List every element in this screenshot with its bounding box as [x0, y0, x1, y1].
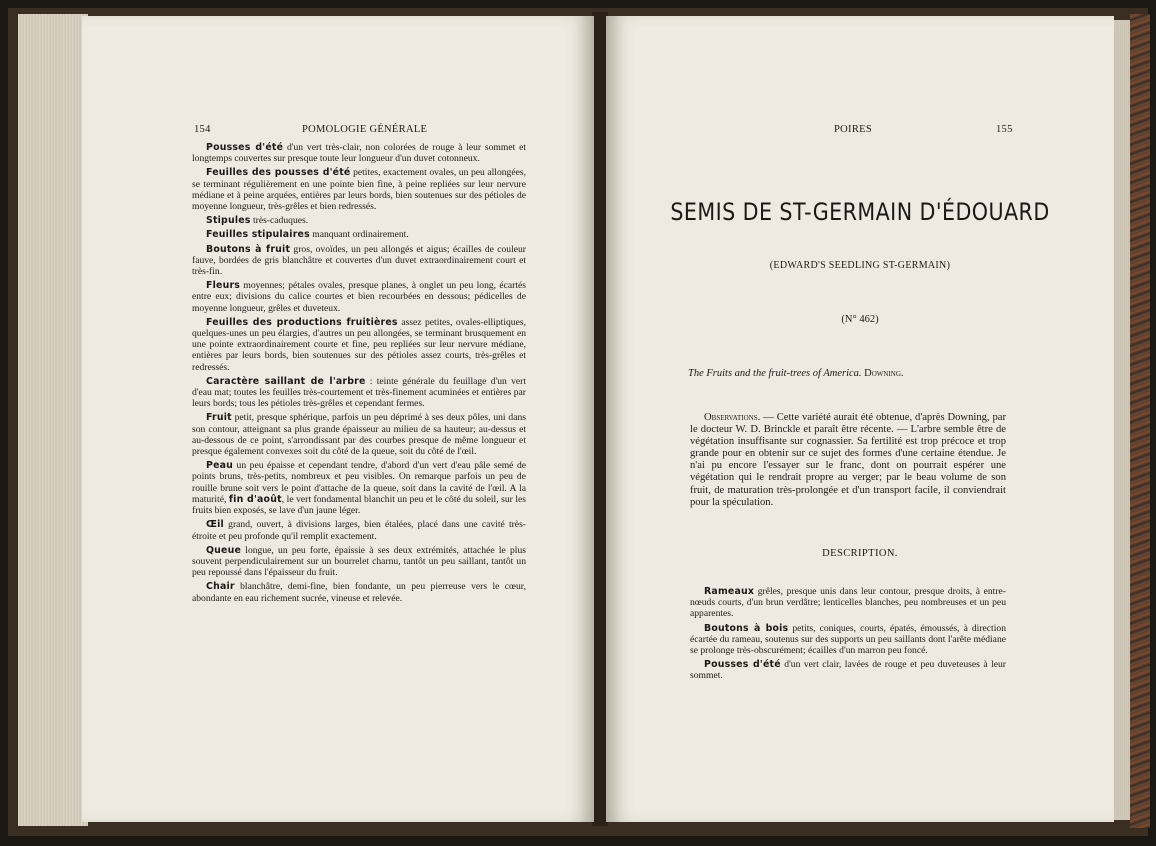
paragraph-text: blanchâtre, demi-fine, bien fondante, un peu pierreuse vers le cœur, abondante en eau richement sucrée, vineuse et relevée.	[192, 581, 526, 604]
paragraph	[192, 215, 526, 226]
observations	[690, 412, 1006, 509]
paragraph-text: très-caduques.	[250, 215, 309, 227]
paragraph-text: petit, presque sphérique, parfois un peu déprimé à ses deux pôles, uni dans son contour, atteignant sa plus grande épaisseur au milieu de sa hauteur; au-dessus et au-dessous de ce point, s'arrondissant par des courbes presque de même longueur et presque également convexes soit du côté de la queue, soit du côté de l'œil.	[192, 412, 526, 458]
paragraph	[192, 581, 526, 603]
term: Feuilles stipulaires	[206, 229, 310, 241]
term: Stipules	[206, 215, 251, 227]
page-edges-left	[18, 14, 88, 826]
paragraph	[690, 586, 1006, 620]
right-page-number: 155	[996, 124, 1013, 135]
bibliographic-reference	[688, 368, 904, 379]
paragraph	[192, 229, 526, 240]
variety-subtitle: (EDWARD'S SEEDLING ST-GERMAIN)	[769, 260, 951, 271]
paragraph-text: petites, exactement ovales, un peu allongées, se terminant régulièrement en une pointe bien fine, à peine repliées sur leur nervure médiane et à peine arquées, entières par leurs bords, bien soutenues sur des pétioles de moyenne longueur, très-grêles et bien redressés.	[192, 167, 527, 213]
term: Boutons à bois	[704, 622, 789, 634]
variety-title: SEMIS DE ST-GERMAIN D'ÉDOUARD	[670, 198, 1050, 226]
term: Pousses d'été	[704, 659, 781, 671]
term: Queue	[206, 544, 242, 556]
term: Peau	[206, 460, 234, 472]
paragraph	[690, 659, 1006, 681]
term: Boutons à fruit	[206, 243, 291, 255]
term: Œil	[206, 519, 224, 531]
term: Feuilles des pousses d'été	[206, 167, 351, 179]
paragraph-text: petits, coniques, courts, épatés, émoussés, à direction écartée du rameau, soutenus sur des supports un peu saillants dont l'arête médiane se prolonge très-obscurément; écailles d'un marron peu foncé.	[690, 622, 1006, 657]
variety-number: (N° 462)	[841, 314, 879, 325]
left-page-number: 154	[194, 124, 211, 135]
term: Feuilles des productions fruitières	[206, 316, 398, 328]
paragraph	[192, 244, 526, 278]
marbled-edge	[1130, 14, 1150, 828]
paragraph	[192, 519, 526, 541]
paragraph	[192, 317, 526, 373]
paragraph	[192, 545, 526, 579]
paragraph-text: : teinte générale du feuillage d'un vert d'eau mat; toutes les feuilles très-courtement et très-finement acuminées et entières par leurs bords; tous les pétioles très-grêles et cependant fermes.	[192, 375, 526, 410]
left-running-head: POMOLOGIE GÉNÉRALE	[302, 124, 428, 135]
paragraph	[192, 412, 526, 457]
term: Fruit	[206, 412, 232, 424]
paragraph-text: manquant ordinairement.	[309, 229, 409, 241]
paragraph	[192, 167, 526, 212]
left-body-text	[192, 142, 526, 607]
paragraph	[192, 460, 526, 516]
term: fin d'août	[228, 493, 282, 505]
paragraph-text: un peu épaisse et cependant tendre, d'abord d'un vert d'eau pâle semé de points bruns, très-petits, nombreux et peu visibles. On remarque parfois un peu de rouille brune soit vers le point d'attache de la queue, soit dans la cavité de l'œil. A la maturité,	[192, 460, 526, 505]
left-page	[82, 16, 594, 822]
paragraph	[192, 280, 526, 314]
paragraph	[192, 376, 526, 410]
observations-label: Observations.	[704, 412, 761, 423]
description-heading: DESCRIPTION.	[822, 548, 898, 559]
paragraph-text: gros, ovoïdes, un peu allongés et aigus; écailles de couleur fauve, bordées de gris blanchâtre et couvertes d'un duvet extraordinairement court et très-fin.	[192, 243, 526, 278]
term: Rameaux	[704, 586, 755, 597]
term: Pousses d'été	[206, 142, 284, 153]
paragraph-text: , le vert fondamental blanchit un peu et le côté du soleil, sur les fruits bien exposés, se lave d'un jaune léger.	[192, 493, 527, 517]
paragraph-text: longue, un peu forte, épaissie à ses deux extrémités, attachée le plus souvent perpendiculairement sur un bourrelet charnu, tantôt un peu saillant, tantôt un peu repoussé dans l'épaisseur du fruit.	[192, 544, 526, 579]
paragraph	[690, 623, 1006, 657]
paragraph-text: d'un vert très-clair, non colorées de rouge à leur sommet et longtemps couvertes sur presque toute leur longueur d'un duvet cotonneux.	[192, 142, 527, 165]
observations-text: — Cette variété aurait été obtenue, d'après Downing, par le docteur W. D. Brinckle et paraît être récente. — L'arbre semble être de végétation insuffisante sur cognassier. Sa fertilité est trop précoce et trop grande pour en obtenir sur ce sujet des formes d'une certaine étendue. Je n'ai pu encore l'essayer sur le franc, dont on pourrait espérer une végétation qui le rendrait propre au verger; par le beau volume de son fruit, de maturation très-prolongée et d'un transport facile, il conviendrait pour la spéculation.	[690, 412, 1006, 508]
paragraph-text: grêles, presque unis dans leur contour, presque droits, à entre-nœuds courts, d'un brun verdâtre; lenticelles blanches, peu nombreuses et un peu apparentes.	[690, 586, 1006, 620]
paragraph-text: d'un vert clair, lavées de rouge et peu duveteuses à leur sommet.	[690, 659, 1007, 682]
paragraph-text: grand, ouvert, à divisions larges, bien étalées, placé dans une cavité très-étroite et peu profonde qu'il remplit exactement.	[192, 519, 526, 542]
right-running-head: POIRES	[834, 124, 872, 135]
right-page	[606, 16, 1114, 822]
reference-author: Downing.	[864, 368, 904, 379]
paragraph	[690, 412, 1006, 509]
term: Fleurs	[206, 280, 241, 292]
term: Caractère saillant de l'arbre	[206, 375, 366, 387]
paragraph	[192, 142, 526, 164]
reference-title: The Fruits and the fruit-trees of America.	[688, 368, 862, 379]
paragraph-text: moyennes; pétales ovales, presque planes, à onglet un peu long, écartés entre eux; divisions du calice courtes et bien recourbées en dessous; pédicelles de moyenne longueur, grêles et duveteux.	[192, 280, 526, 314]
description-body	[690, 586, 1006, 685]
term: Chair	[206, 581, 235, 593]
paragraph-text: assez petites, ovales-elliptiques, quelques-unes un peu élargies, d'autres un peu allongées, se terminant brusquement en une pointe extraordinairement courte et fine, peu repliées sur leur nervure médiane, entières par leurs bords, bien soutenues sur des pétioles assez courts, très-grêles et redressés.	[192, 316, 526, 373]
